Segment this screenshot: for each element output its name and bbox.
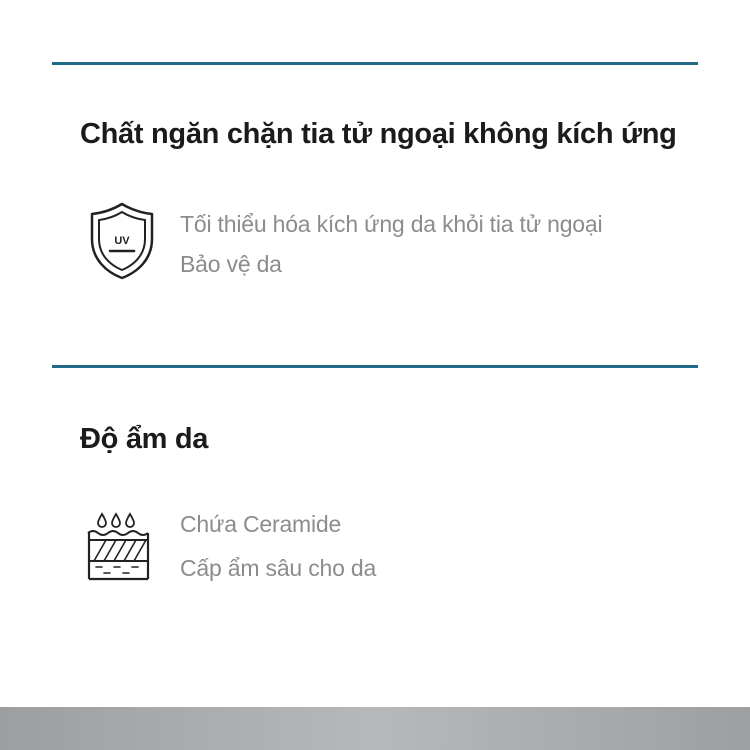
uv-description-line-1: Tối thiểu hóa kích ứng da khỏi tia tử ngoại xyxy=(180,211,603,237)
moisture-description-line-2: Cấp ẩm sâu cho da xyxy=(180,555,377,581)
moisture-description-line-1: Chứa Ceramide xyxy=(180,511,342,537)
uv-description-line-2: Bảo vệ da xyxy=(180,251,282,277)
uv-shield-icon xyxy=(88,201,156,281)
skin-moisture-layers-icon xyxy=(86,510,152,582)
bottom-gray-band xyxy=(0,707,750,750)
section-heading-uv: Chất ngăn chặn tia tử ngoại không kích ứng xyxy=(80,118,677,150)
uv-icon-label: UV xyxy=(114,235,130,247)
section-divider xyxy=(52,365,698,368)
section-heading-moisture: Độ ẩm da xyxy=(80,423,209,455)
section-divider xyxy=(52,62,698,65)
